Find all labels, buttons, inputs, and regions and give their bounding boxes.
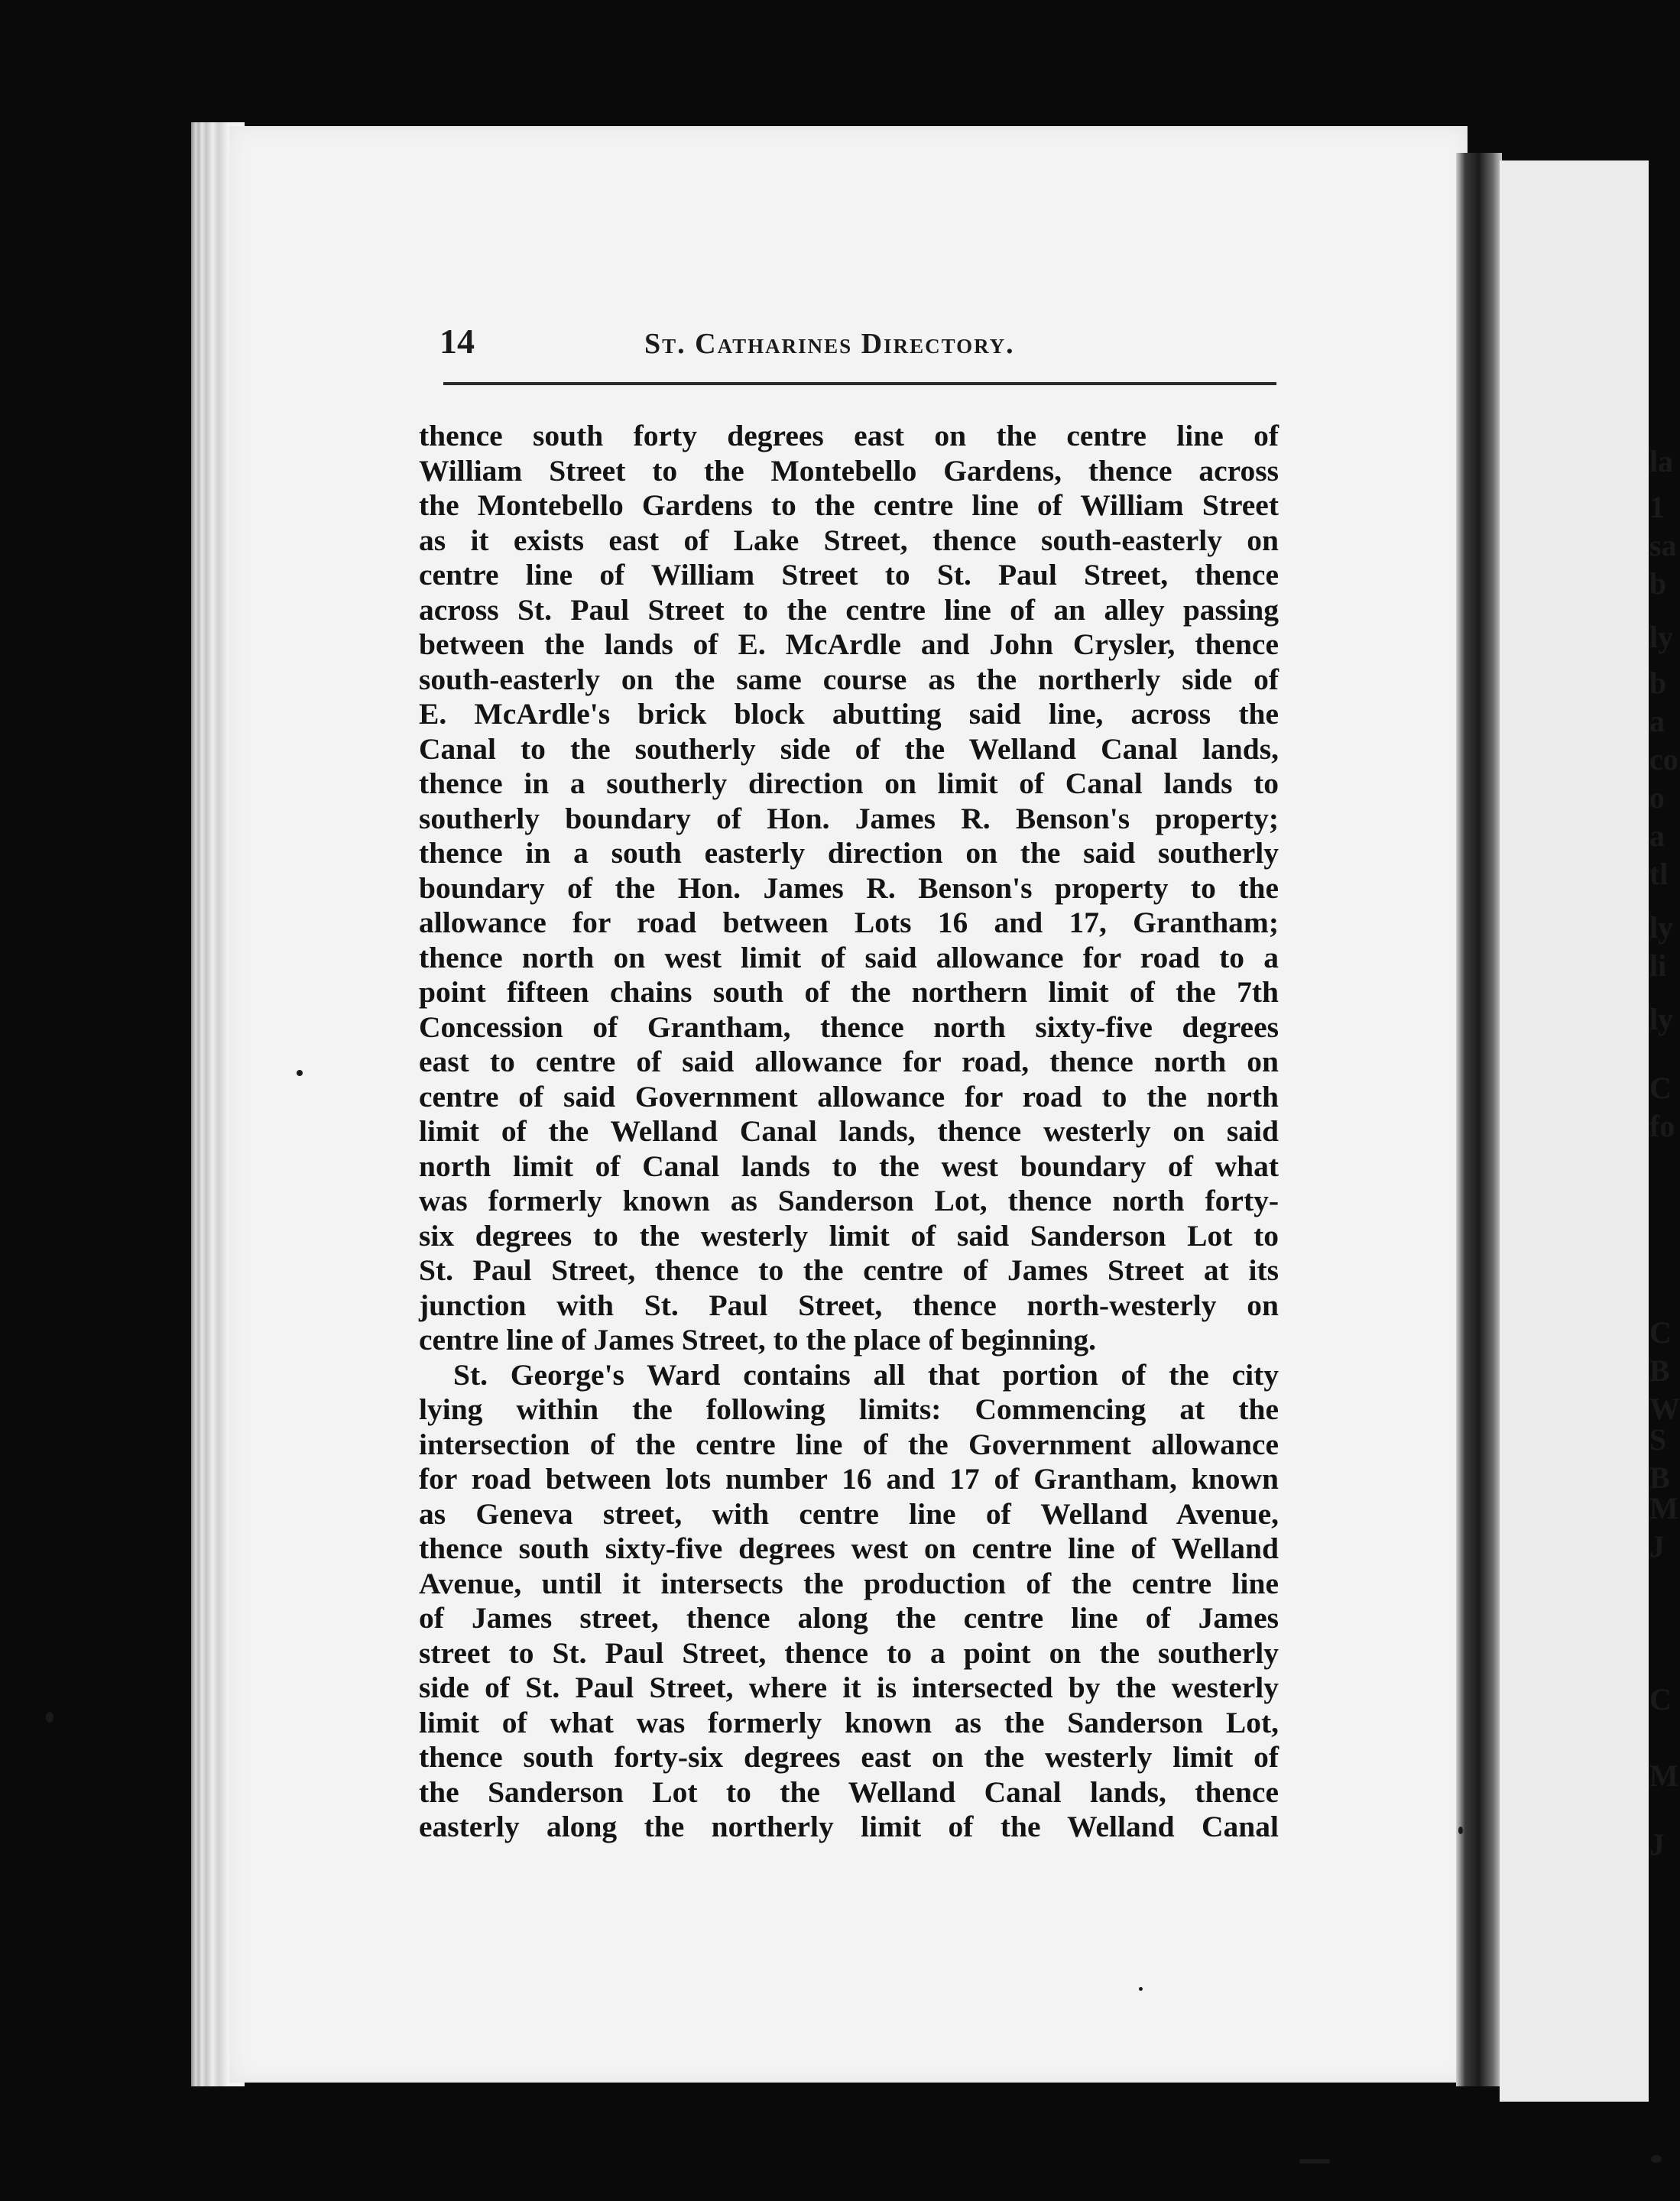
facing-page-fragment: fo — [1649, 1109, 1675, 1143]
facing-page-fragment: a — [1649, 818, 1665, 853]
facing-page-fragment: co — [1649, 742, 1678, 776]
facing-page-fragment: M — [1649, 1759, 1678, 1793]
text-line: lying within the following limits: Commencing at the — [419, 1392, 1279, 1426]
facing-page-fragment: C — [1649, 1682, 1672, 1716]
text-line: point fifteen chains south of the northern limit of the 7th — [419, 975, 1279, 1009]
book-gutter — [1456, 153, 1502, 2086]
text-line: as Geneva street, with centre line of Welland Avenue, — [419, 1496, 1279, 1531]
text-line: was formerly known as Sanderson Lot, thence north forty- — [419, 1184, 1279, 1217]
text-line: the Montebello Gardens to the centre line of William Street — [419, 488, 1279, 522]
facing-page-fragment: li — [1649, 948, 1667, 983]
text-line: of James street, thence along the centre line of James — [419, 1601, 1279, 1635]
text-line: six degrees to the westerly limit of said Sanderson Lot to — [419, 1218, 1279, 1253]
facing-page — [1500, 160, 1649, 2102]
text-line: southerly boundary of Hon. James R. Benson's property; — [419, 801, 1279, 835]
text-line: thence south sixty-five degrees west on centre line of Welland — [419, 1532, 1279, 1565]
text-line: St. Paul Street, thence to the centre of James Street at its — [419, 1253, 1279, 1287]
facing-page-fragment: sa — [1649, 528, 1677, 562]
facing-page-fragment: J — [1649, 1529, 1665, 1564]
text-line: Avenue, until it intersects the production of the centre line — [419, 1566, 1279, 1600]
text-line: south-easterly on the same course as the northerly side of — [419, 662, 1279, 696]
facing-page-fragment: b — [1649, 666, 1667, 700]
facing-page-fragment: W — [1649, 1392, 1680, 1426]
scan-speck — [46, 1712, 54, 1723]
text-line: thence south forty degrees east on the centre line of — [419, 419, 1279, 452]
text-line: boundary of the Hon. James R. Benson's property to the — [419, 870, 1279, 905]
text-line: junction with St. Paul Street, thence north-westerly on — [419, 1288, 1279, 1322]
scan-speck — [1299, 2159, 1330, 2164]
page-number: 14 — [439, 322, 475, 361]
text-line: centre line of James Street, to the place of beginning. — [419, 1323, 1097, 1357]
text-line: William Street to the Montebello Gardens, thence across — [419, 453, 1279, 488]
text-line: intersection of the centre line of the Government allowance — [419, 1427, 1279, 1461]
paragraph-2 — [419, 1358, 1279, 1845]
text-line: St. George's Ward contains all that portion of the city — [453, 1357, 1279, 1392]
text-line: the Sanderson Lot to the Welland Canal lands, thence — [419, 1775, 1279, 1809]
text-line: street to St. Paul Street, thence to a point on the southerly — [419, 1635, 1279, 1670]
text-line: limit of what was formerly known as the Sanderson Lot, — [419, 1705, 1279, 1739]
facing-page-fragment: J — [1649, 1827, 1665, 1862]
text-line: side of St. Paul Street, where it is intersected by the westerly — [419, 1671, 1279, 1704]
scan-speck — [1651, 2155, 1662, 2163]
text-line: thence in a south easterly direction on the said southerly — [419, 836, 1279, 870]
facing-page-fragment: o — [1649, 780, 1665, 815]
text-line: Canal to the southerly side of the Welland Canal lands, — [419, 731, 1279, 766]
header-rule — [443, 382, 1276, 385]
text-line: Concession of Grantham, thence north sixty-five degrees — [419, 1010, 1279, 1044]
facing-page-fragment: la — [1649, 444, 1674, 478]
facing-page-fragment: S — [1649, 1422, 1667, 1457]
text-line: for road between lots number 16 and 17 of Grantham, known — [419, 1462, 1279, 1496]
text-line: limit of the Welland Canal lands, thence westerly on said — [419, 1114, 1279, 1148]
facing-page-fragment: ly — [1649, 910, 1674, 945]
facing-page-fragment: B — [1649, 1353, 1670, 1388]
facing-page-fragment: C — [1649, 1315, 1672, 1350]
text-line: thence in a southerly direction on limit of Canal lands to — [419, 767, 1279, 800]
body-text — [419, 419, 1279, 1845]
facing-page-fragment: ly — [1649, 1002, 1674, 1036]
facing-page-fragment: b — [1649, 566, 1667, 601]
text-line: north limit of Canal lands to the west boundary of what — [419, 1149, 1279, 1183]
text-line: centre line of William Street to St. Paul Street, thence — [419, 558, 1279, 592]
text-line: allowance for road between Lots 16 and 17, Grantham; — [419, 906, 1279, 939]
text-line: east to centre of said allowance for road, thence north on — [419, 1045, 1279, 1078]
text-line: between the lands of E. McArdle and John Crysler, thence — [419, 627, 1279, 661]
facing-page-fragment: a — [1649, 704, 1665, 738]
scan-speck — [1139, 1987, 1143, 1991]
text-line: thence north on west limit of said allowance for road to a — [419, 940, 1279, 974]
scan-speck — [1458, 1827, 1463, 1834]
running-title: St. Catharines Directory. — [644, 328, 1015, 360]
facing-page-fragment: tl — [1649, 857, 1669, 891]
facing-page-fragment: 1 — [1649, 490, 1665, 524]
text-line: across St. Paul Street to the centre line of an alley passing — [419, 592, 1279, 627]
text-line: E. McArdle's brick block abutting said line, across the — [419, 697, 1279, 731]
facing-page-fragment: B — [1649, 1460, 1670, 1495]
facing-page-fragment: C — [1649, 1071, 1672, 1105]
facing-page-fragment: M — [1649, 1491, 1678, 1525]
paragraph-1 — [419, 419, 1279, 1358]
facing-page-fragment: ly — [1649, 620, 1674, 654]
text-line: as it exists east of Lake Street, thence south-easterly on — [419, 523, 1279, 557]
text-line: easterly along the northerly limit of the Welland Canal — [419, 1810, 1279, 1843]
text-line: thence south forty-six degrees east on the westerly limit of — [419, 1740, 1279, 1774]
text-line: centre of said Government allowance for road to the north — [419, 1079, 1279, 1113]
scan-speck — [297, 1070, 303, 1076]
running-head — [439, 321, 1280, 367]
